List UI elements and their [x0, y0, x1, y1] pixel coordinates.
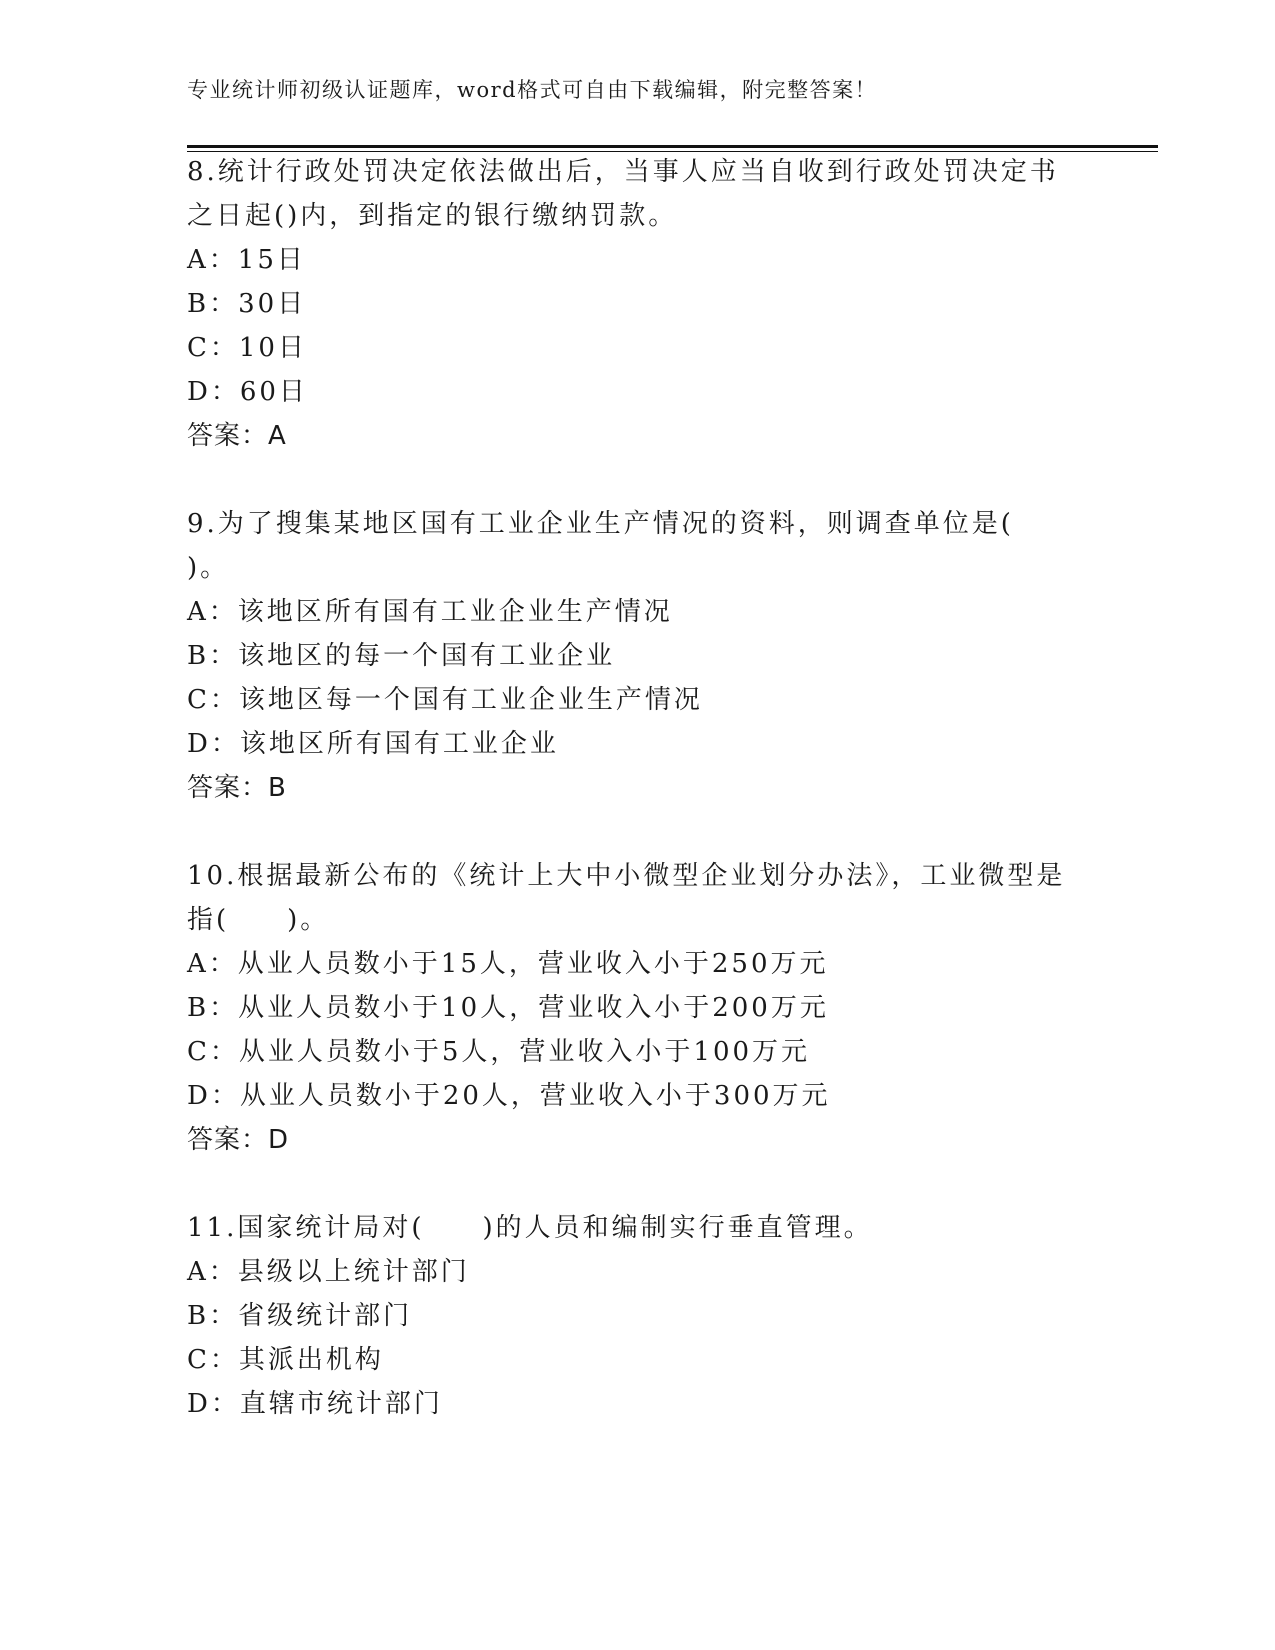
question-9-line-1: 9.为了搜集某地区国有工业企业生产情况的资料，则调查单位是(	[187, 509, 1014, 539]
question-11-option-b: B：省级统计部门	[187, 1301, 413, 1331]
question-9-option-a: A：该地区所有国有工业企业生产情况	[187, 597, 673, 627]
question-10-option-b: B：从业人员数小于10人，营业收入小于200万元	[187, 993, 829, 1023]
question-8-option-a: A：15日	[187, 245, 306, 275]
question-9-line-2: )。	[187, 553, 230, 583]
question-11-option-c: C：其派出机构	[187, 1345, 384, 1375]
question-10-line-2: 指( )。	[187, 905, 330, 935]
question-11-option-d: D：直辖市统计部门	[187, 1389, 443, 1419]
question-10-option-a: A：从业人员数小于15人，营业收入小于250万元	[187, 949, 829, 979]
header-rule-thick	[187, 145, 1158, 148]
question-10-answer: 答案：D	[187, 1125, 290, 1155]
question-10-line-1: 10.根据最新公布的《统计上大中小微型企业划分办法》，工业微型是	[187, 861, 1066, 891]
question-9-option-d: D：该地区所有国有工业企业	[187, 729, 559, 759]
question-8-option-d: D：60日	[187, 377, 308, 407]
question-8-answer: 答案：A	[187, 421, 287, 451]
question-8-line-1: 8.统计行政处罚决定依法做出后，当事人应当自收到行政处罚决定书	[187, 157, 1059, 187]
question-9-option-b: B：该地区的每一个国有工业企业	[187, 641, 616, 671]
question-8-option-b: B：30日	[187, 289, 307, 319]
question-8-option-c: C：10日	[187, 333, 307, 363]
question-11-line-1: 11.国家统计局对( )的人员和编制实行垂直管理。	[187, 1213, 873, 1243]
question-11-option-a: A：县级以上统计部门	[187, 1257, 470, 1287]
question-10-option-c: C：从业人员数小于5人，营业收入小于100万元	[187, 1037, 811, 1067]
question-8-line-2: 之日起()内，到指定的银行缴纳罚款。	[187, 201, 678, 231]
page-header: 专业统计师初级认证题库，word格式可自由下载编辑，附完整答案！	[187, 78, 878, 102]
question-9-answer: 答案：B	[187, 773, 287, 803]
question-10-option-d: D：从业人员数小于20人，营业收入小于300万元	[187, 1081, 831, 1111]
question-9-option-c: C：该地区每一个国有工业企业生产情况	[187, 685, 703, 715]
